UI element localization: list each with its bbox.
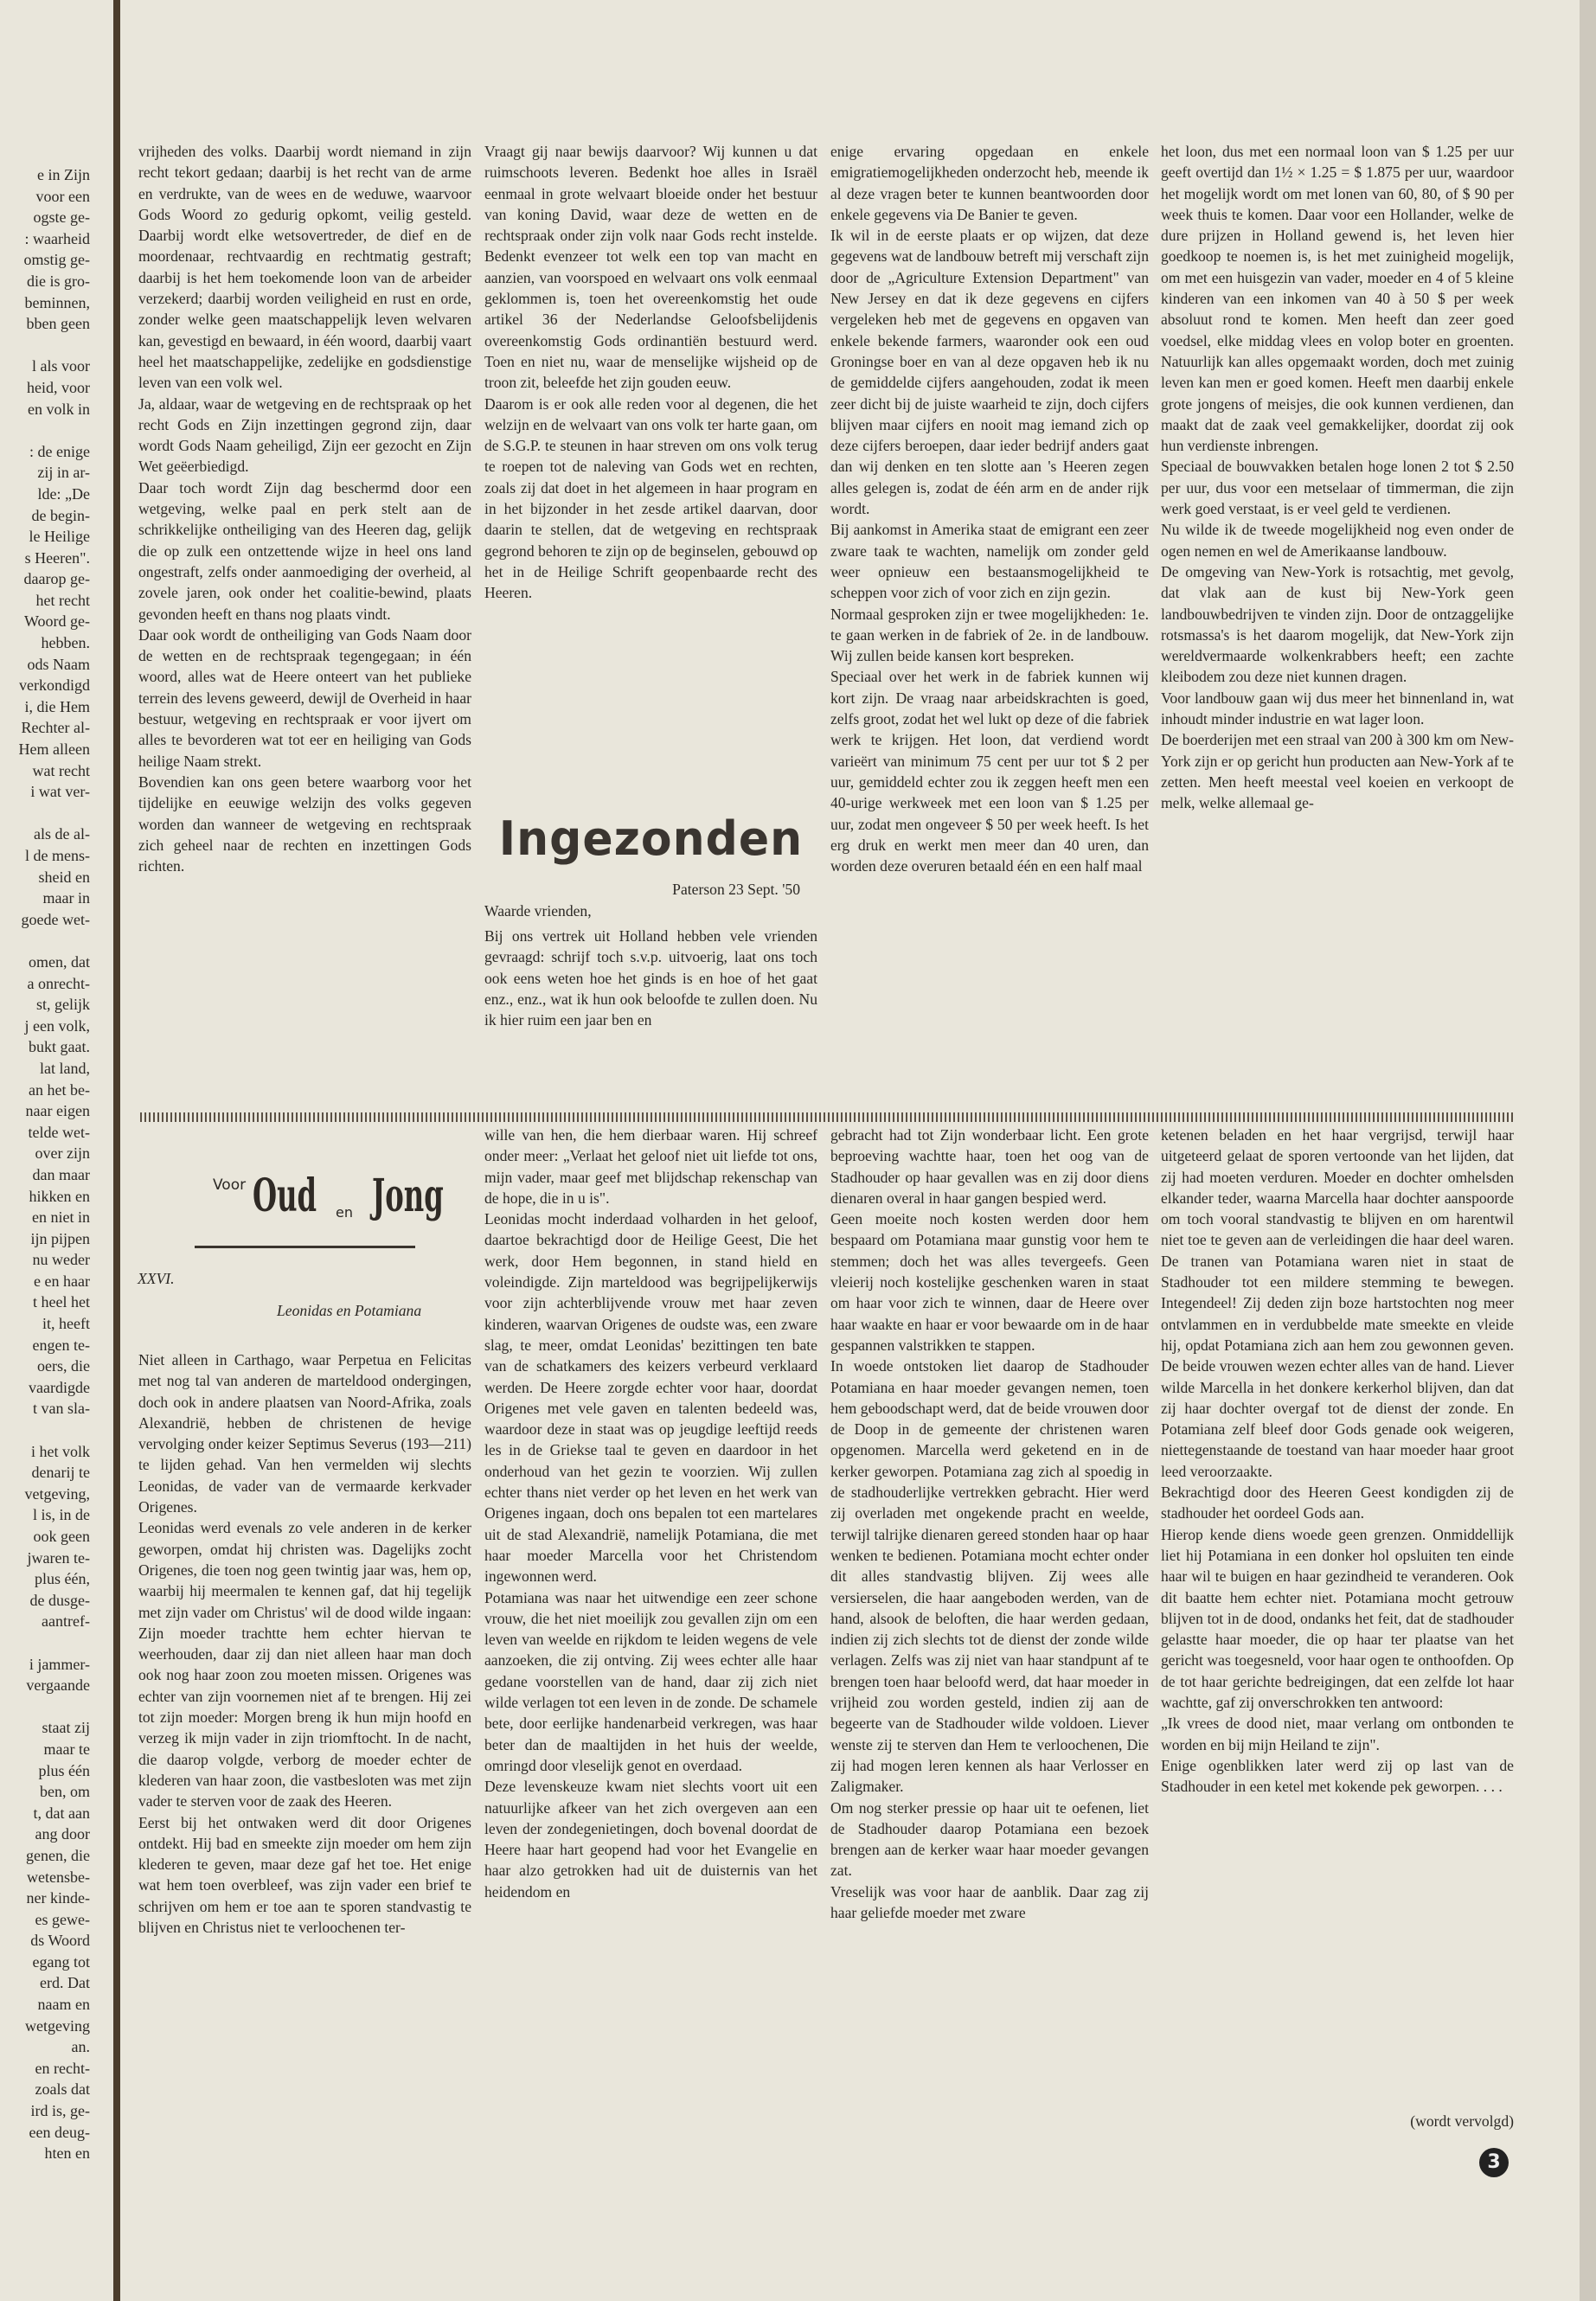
fragment-line: t, dat aan [33,1804,90,1822]
fragment-line: le Heilige [29,528,90,546]
paragraph: Eerst bij het ontwaken werd dit door Origenes ontdekt. Hij bad en smeekte zijn moeder om hem zijn klederen te geven, maar deze gaf het toe. Het enige wat hem toen overbleef, was zijn vader een brief te schrijven om hem er toe aan te sporen standvastig te blijven en Christus niet te verloochenen ter- [138,1813,471,1937]
heading-jong: Jong [372,1170,444,1222]
fragment-line: denarij te [31,1464,90,1482]
fragment-line: lat land, [40,1059,90,1077]
fragment-line: staat zij [42,1719,90,1737]
fragment-line: naam en [37,1996,90,2014]
column-rule [113,0,120,2301]
fragment-line: omstig ge- [23,251,90,269]
fragment-line: plus één, [35,1570,90,1588]
fragment-line: oers, die [37,1357,90,1375]
fragment-line: jwaren te- [27,1548,90,1567]
ingezonden-section [484,811,817,1029]
fragment-line: ang door [35,1825,90,1843]
fragment-line: sheid en [38,868,90,886]
fragment-line: als de al- [34,825,90,843]
fragment-line: zij in ar- [37,464,90,482]
paragraph: Om nog sterker pressie op haar uit te oefenen, liet de Stadhouder daarop Potamiana een bezoek brengen aan de kerker waar haar moeder gevangen zat. [830,1798,1149,1880]
fragment-line: t van sla- [33,1400,90,1418]
fragment-line: st, gelijk [36,996,90,1014]
top-column-4 [1161,141,1514,814]
paragraph: Potamiana was naar het uitwendige een zeer schone vrouw, die het niet moeilijk zou gevallen zijn om een leven van weelde en rijkdom te leiden wegens de vele aanzoeken, die zij ontving. Zij wees echter alle haar gedane voorstellen van de hand, daar zij zich niet wilde verlagen tot een leven in de zonde. De schamele bete, door eerlijke handenarbeid verkregen, was haar beter dan de maaltijden in het huis der weelde, omringd door vleselijk genot en overdaad. [484,1588,817,1774]
paragraph: Normaal gesproken zijn er twee mogelijkheden: 1e. te gaan werken in de fabriek of 2e. in de landbouw. Wij zullen beide kansen kort bespreken. [830,605,1149,665]
fragment-line: ird is, ge- [30,2102,90,2120]
fragment-line: l is, in de [33,1506,90,1524]
fragment-line: het recht [35,591,90,609]
paragraph: „Ik vrees de dood niet, maar verlang om ontbonden te worden en bij mijn Heiland te zijn". [1161,1715,1514,1753]
paragraph: Leonidas werd evenals zo vele anderen in de kerker geworpen, omdat hij christen was. Dagelijks zocht Origenes, die toen nog geen twintig jaar was, hem op, waarbij hij meermalen te kennen gaf, dat hij tegelijk met zijn vader om Christus' wil de dood wilde ingaan: Zijn moeder trachtte hem echter hiervan te weerhouden, daar zij dan niet alleen haar man doch ook nog haar zoon zou moeten missen. Origenes was echter van zijn voornemen niet af te brengen. Hij zei tot zijn moeder: Morgen breng ik hun mijn hoofd en verzeg ik mijn vader in zijn triomftocht. In de nacht, die daarop volgde, verborg de moeder echter de klederen van haar zoon, die vastbesloten was met zijn vader te sterven voor de zaak des Heeren. [138,1519,471,1811]
paragraph: Niet alleen in Carthago, waar Perpetua en Felicitas met nog tal van anderen de marteldood ondergingen, doch ook in andere plaatsen van Noord-Afrika, zoals Alexandrië, hebben de christenen de hevige vervolging onder keizer Septimus Severus (193—211) te lijden gehad. Van hen vermelden wij slechts Leonidas, de vader van de vermaarde kerkvader Origenes. [138,1351,471,1516]
fragment-line: ogste ge- [33,208,90,227]
bottom-column-3 [830,1125,1149,1923]
fragment-line: aantref- [42,1612,90,1631]
fragment-line: wat recht [32,761,90,779]
paragraph: enige ervaring opgedaan en enkele emigratiemogelijkheden onderzocht heb, meende ik al deze vragen beter te kunnen beantwoorden door enkele gegevens via De Banier te geven. [830,143,1149,223]
fragment-line: wetgeving [25,2016,90,2035]
fragment-line: plus één [38,1761,90,1779]
paragraph: ketenen beladen en het haar vergrijsd, terwijl haar uitgeteerd gelaat de sporen vertoonde van het lijden, dat zij had moeten verduren. Moeder en dochter omhelsden elkander teder, waarna Marcella haar dochter aanspoorde om toch vooral standvastig te blijven en om harentwil niet toe te geven aan de verleidingen die haar deel waren. De tranen van Potamiana waren niet in staat de Stadhouder tot een mildere stemming te bewegen. Integendeel! Zij deden zijn boze hartstochten nog meer ontvlammen en in verdubbelde mate smeekte en vleide hij, opdat Potamiana zich aan hem zou gewonnen geven. De beide vrouwen wezen echter alles van de hand. Liever wilde Marcella in het donkere kerkerhol blijven, dan dat zij haar dochter overgaf tot de dienst der zonde. En Potamiana zelf bleef door Gods genade ook weigeren, niettegenstaande de toestand van haar moeder haar groot leed veroorzaakte. [1161,1126,1514,1480]
paragraph: Speciaal over het werk in de fabriek kunnen wij kort zijn. De vraag naar arbeidskrachten is goed, zelfs groot, zodat het wel lukt op deze of die fabriek werk te krijgen. Het loon, dat verdiend wordt varieërt van minimum 75 cent per uur tot $ 2 per uur, gemiddeld echter zou ik zeggen heeft men een 40-urige werkweek met een loon van $ 1.25 per uur, zodat men ongeveer $ 50 per week heeft. Is het erg druk en werkt men meer dan 40 uren, dan worden deze overuren betaald één en een half maal [830,668,1149,875]
paragraph: gebracht had tot Zijn wonderbaar licht. Een grote beproeving wachtte haar, toen het oog van de Stadhouder op haar gevallen was en zij door diens dienaren overal in haar gangen bespied werd. [830,1126,1149,1207]
salutation: Waarde vrienden, [484,902,592,920]
bottom-column-2 [484,1125,817,1902]
fragment-line: bben geen [26,315,90,333]
fragment-line: Rechter al- [21,719,90,737]
bottom-column-4 [1161,1125,1514,1798]
fragment-line: goede wet- [21,910,90,928]
fragment-line: daarop ge- [23,570,90,588]
dateline: Paterson 23 Sept. '50 [672,881,800,898]
fragment-line: wetensbe- [27,1868,90,1886]
fragment-line: en niet in [32,1208,90,1227]
paragraph: Vreselijk was voor haar de aanblik. Daar zag zij haar geliefde moeder met zware [830,1882,1149,1921]
fragment-line: i het volk [31,1442,90,1460]
page-number: 3 [1479,2148,1509,2177]
fragment-line: ds Woord [30,1932,90,1950]
fragment-line: i, die Hem [24,697,90,715]
fragment-line: Hem alleen [18,740,90,759]
fragment-line [0,1696,90,1718]
section-divider [140,1112,1516,1122]
fragment-line [0,1420,90,1441]
fragment-line [0,930,90,952]
paragraph: Leonidas mocht inderdaad volharden in het geloof, daartoe bekrachtigd door de Heilige Geest, Die het werk, door Hem begonnen, in stand hield en voleindigde. Zijn marteldood was begrijpelijkerwijs voor zijn achterblijvende vrouw met haar zeven kinderen, waarvan Origenes de oudste was, een zware slag, te meer, omdat Leonidas' bezittingen ten bate van de schatkamers des keizers verbeurd verklaard werden. De Heere zorgde echter voor haar, doordat Origenes met vele gaven en talenten bedeeld was, waardoor deze in staat was op jeugdige leeftijd reeds les in de Griekse taal te geven en daardoor in het onderhoud van het gezin te voorzien. Wij zullen echter thans niet verder op het leven en het werk van Origenes ingaan, doch ons bepalen tot een martelares uit de stad Alexandrië, namelijk Potamiana, die met haar moeder Marcella voor het Christendom ingewonnen werd. [484,1210,817,1586]
paragraph: Enige ogenblikken later werd zij op last van de Stadhouder in een ketel met kokende pek geworpen. . . . [1161,1756,1514,1796]
fragment-line: vaardigde [29,1378,90,1396]
fragment-line: voor een [35,187,90,205]
fragment-line: dan maar [32,1165,90,1183]
fragment-line: it, heeft [42,1315,90,1333]
fragment-line: hikken en [29,1187,90,1205]
fragment-line: ijn pijpen [30,1229,90,1247]
paragraph: Nu wilde ik de tweede mogelijkheid nog even onder de ogen nemen en wel de Amerikaanse landbouw. [1161,521,1514,560]
fragment-line: bukt gaat. [29,1038,90,1056]
fragment-line: ner kinde- [26,1889,90,1907]
fragment-line: de begin- [31,506,90,524]
fragment-line: l als voor [32,357,90,375]
heading-oud: Oud [253,1170,317,1222]
heading-rule [195,1246,415,1248]
fragment-line: i wat ver- [30,783,90,801]
paragraph: Bekrachtigd door des Heeren Geest kondigden zij de stadhouder het oordeel Gods aan. [1161,1484,1514,1522]
paragraph: vrijheden des volks. Daarbij wordt niemand in zijn recht tekort gedaan; daarbij is het recht van de arme en verdrukte, van de wees en de weduwe, waarvoor Gods Woord zo gedurig opkomt, veilig gesteld. Daarbij wordt elke wetsovertreder, de dief en de moordenaar, rechtvaardig en rechtmatig gestraft; daarbij is het hem toekomende loon van de arbeider verzekerd; daarbij worden veiligheid en rust en orde, zonder welke geen maatschappelijk leven welvaren kan, gevestigd en bewaard, in één woord, daarbij vaart heel het maatschappelijke, zedelijke en godsdienstige leven van een volk wel. [138,143,471,392]
heading-voor: Voor [213,1176,247,1194]
fragment-line: hten en [44,2144,90,2163]
left-page-fragment [0,164,90,2164]
paragraph: Daarom is er ook alle reden voor al degenen, die het welzijn en de welvaart van ons volk ter harte gaan, om de S.G.P. te steunen in haar streven om ons volk terug te roepen tot de naleving van Gods wet en rechten, zoals zij dat doet in het algemeen in haar program en in het bijzonder in het zesde artikel daarvan, door daarin te stellen, dat de wetgeving en rechtspraak gegrond behoren te zijn op de beginselen, gebouwd op het in de Heilige Schrift geopenbaarde recht des Heeren. [484,394,817,602]
paragraph: Bij aankomst in Amerika staat de emigrant een zeer zware taak te wachten, namelijk om zonder geld weer opnieuw een bestaansmogelijkheid te scheppen voor zich of voor zich en zijn gezin. [830,521,1149,602]
paragraph: Geen moeite noch kosten werden door hem bespaard om Potamiana maar gunstig voor hem te stemmen; doch het was alles tevergeefs. Geen vleierij noch kostelijke geschenken waren in staat om haar voor zich te winnen, daar de Heere over haar waakte en haar er voor bewaarde om in de haar gespannen valstrikken te stappen. [830,1210,1149,1354]
paragraph: Daar toch wordt Zijn dag beschermd door een wetgeving, welke paal en perk stelt aan de schrikkelijke ontheiliging van des Heeren dag, gelijk die op zulk een ontzettende wijze in heel ons land ongestraft, zelfs onder aanmoediging der overheid, al zovele jaren, ook onder het coalitie-bewind, plaats gevonden heeft en thans nog plaats vindt. [138,478,471,623]
paragraph: Daar ook wordt de ontheiliging van Gods Naam door de wetten en de rechtspraak tegengegaan; in één woord, alles wat de Heere onteert van het publieke terrein des levens geweerd, dewijl de Overheid in haar bestuur, wetgeving en rechtspraak er voor ijvert om alles te bevorderen wat tot eer en heiliging van Gods heilige Naam strekt. [138,625,471,770]
fragment-line: vetgeving, [24,1484,90,1503]
fragment-line: en volk in [28,400,90,418]
fragment-line: naar eigen [25,1102,90,1120]
fragment-line: : waarheid [24,229,90,247]
fragment-line: l de mens- [25,847,90,864]
paragraph: De omgeving van New-York is rotsachtig, met gevolg, dat vlak aan de kust bij New-York geen landbouwbedrijven te vinden zijn. Door de ontzaggelijke rotsmassa's is het daarom mogelijk, dat New-York zijn wereldvermaarde wolkenkrabbers heeft; een zachte kleibodem zou deze niet kunnen dragen. [1161,562,1514,686]
paragraph: Speciaal de bouwvakken betalen hoge lonen 2 tot $ 2.50 per uur, dus voor een metselaar of timmerman, die zijn werk goed verstaat, is er veel geld te verdienen. [1161,458,1514,518]
fragment-line: ods Naam [27,655,90,673]
continued-note: (wordt vervolgd) [1410,2112,1514,2130]
paragraph: het loon, dus met een normaal loon van $ 1.25 per uur geeft overtijd dan 1½ × 1.25 = $ 1.875 per uur, waardoor het mogelijk wordt om met lonen van 60, 80, of $ 90 per week thuis te komen. Daar voor een Hollander, welke de dure prijzen in Holland gewend is, het leven hier goedkoop te noemen is, is het met zuinigheid mogelijk, om met een huisgezin van vader, moeder en 4 of 5 kleine kinderen van een inkomen van 40 à 50 $ per week absoluut rond te komen. Men heeft dan zeer goed voedsel, elke middag vlees en volop boter en groenten. Natuurlijk kan alles opgemaakt worden, doch met zuinig leven kan men er goed komen. Heeft men daarbij enkele grote jongens of meisjes, die ook kunnen verdienen, dan maakt dat de zaak veel gemakkelijker, doordat zij ook hun verdienste inbrengen. [1161,143,1514,455]
fragment-line: es gewe- [35,1910,90,1928]
fragment-line: a onrecht- [27,974,90,992]
fragment-line: die is gro- [27,272,90,290]
fragment-line: nu weder [32,1251,90,1269]
voor-oud-en-jong-heading [208,1170,467,1239]
ingezonden-body [484,926,817,1030]
fragment-line: over zijn [35,1144,90,1163]
ingezonden-title: Ingezonden [498,811,804,867]
fragment-line: omen, dat [29,952,90,971]
fragment-line [0,1632,90,1654]
top-column-1 [138,141,471,876]
story-subtitle: Leonidas en Potamiana [277,1302,422,1319]
fragment-line: lde: „De [37,484,90,503]
top-column-2 [484,141,817,604]
fragment-line: heid, voor [27,378,90,396]
paragraph: wille van hen, die hem dierbaar waren. Hij schreef onder meer: „Verlaat het geloof niet uit liefde tot ons, mijn vader, maar geef met blijdschap rekenschap van de hope, die in u is". [484,1126,817,1207]
fragment-line: e en haar [34,1272,90,1290]
fragment-line: : de enige [29,442,90,460]
paragraph: De boerderijen met een straal van 200 à 300 km om New-York zijn er op gericht hun producten aan New-York af te zetten. Men heeft meestal veel koeien en verkoopt de melk, welke allemaal ge- [1161,731,1514,812]
fragment-line: Woord ge- [23,612,90,631]
fragment-line: hebben. [41,634,90,652]
fragment-line: zoals dat [35,2080,90,2099]
fragment-line: telde wet- [28,1123,90,1141]
fragment-line: t heel het [33,1293,90,1311]
paragraph: Hierop kende diens woede geen grenzen. Onmiddellijk liet hij Potamiana in een donker hol opsluiten ten einde haar wil te buigen en haar gezindheid te veranderen. Ook dit baatte hem echter niet. Potamiana mocht getrouw blijven tot in de dood, ondanks het feit, dat de stadhouder gelastte haar moeder, die op haar ter plaatse van het gericht was toegesneld, voor haar ogen te onthoofden. Op de tot haar gerichte bedreigingen, dat een zelfde lot haar wachtte, gaf zij onverschrokken ten antwoord: [1161,1525,1514,1712]
fragment-line: s Heeren". [24,548,90,567]
top-column-3 [830,141,1149,876]
fragment-line: en recht- [35,2059,90,2077]
fragment-line: verkondigd [19,676,90,695]
bottom-column-1 [138,1349,471,1938]
fragment-line: j een volk, [24,1016,90,1035]
fragment-line: erd. Dat [40,1974,90,1992]
fragment-line: beminnen, [24,293,90,311]
paragraph: Vraagt gij naar bewijs daarvoor? Wij kunnen u dat ruimschoots leveren. Bedenkt hoe alles in Israël eenmaal in grote welvaart bloeide onder het bestuur van koning David, waar deze de wetten en de rechtspraak onder zijn volk naar Gods recht instelde. Bedenkt evenzeer tot welk een top van macht en aanzien, van voorspoed en welvaart ons volk eenmaal geklommen is, toen het overeenkomstig het oude artikel 36 der Nederlandse Geloofsbelijdenis overeenkomstig Gods ordinantiën bestuurd werd. Toen en niet nu, waar de menselijke wijsheid op de troon zit, beleefde het zijn gouden eeuw. [484,143,817,392]
fragment-line: ook geen [33,1528,90,1545]
fragment-line: an het be- [29,1080,90,1099]
fragment-line: an. [71,2038,90,2056]
paragraph: Deze levenskeuze kwam niet slechts voort uit een natuurlijke afkeer van het zich overgeven aan een leven der zondegenietingen, doch bovenal doordat de Heere haar hart geopend had voor het Evangelie en haar alzo getrokken had uit de duisternis van het heidendom en [484,1778,817,1900]
paragraph: Ik wil in de eerste plaats er op wijzen, dat deze gegevens wat de landbouw betreft mij verschaft zijn door de „Agriculture Extension Department" van New Jersey en dat ik deze gegevens en cijfers vergeleken heb met de gegevens en opgaven van enkele bekende farmers, waaronder ook een oud Groningse boer en van al deze opgaven heb ik nu de gemiddelde cijfers aangehouden, zodat ik meen zeer dicht bij de juiste waarheid te zijn, doch cijfers blijven maar cijfers en nooit mag iemand zich op deze cijfers beroepen, daar ieder bedrijf anders gaat dan wij denken en ten slotte aan 's Heeren zegen alles gelegen is, zodat de één arm en de ander rijk wordt. [830,227,1149,518]
fragment-line: ben, om [40,1783,90,1801]
paragraph: Bij ons vertrek uit Holland hebben vele vrienden gevraagd: schrijf toch s.v.p. uitvoerig, laat ons toch ook eens weten hoe het ginds is en hoe of het gaat enz., enz., wat ik hun ook beloofde te zullen doen. Nu ik hier ruim een jaar ben en [484,927,817,1029]
paragraph: Ja, aldaar, waar de wetgeving en de rechtspraak op het recht Gods en Zijn inzettingen gegrond zijn, daar wordt Gods Naam geheiligd, Zijn eer gezocht en Zijn Wet geëerbiedigd. [138,394,471,476]
fragment-line: een deug- [29,2123,90,2141]
paragraph: Voor landbouw gaan wij dus meer het binnenland in, wat inhoudt minder industrie en wat lager loon. [1161,689,1514,728]
fragment-line [0,335,90,356]
fragment-line: de dusge- [29,1591,90,1609]
fragment-line [0,803,90,824]
paragraph: Bovendien kan ons geen betere waarborg voor het tijdelijke en eeuwige welzijn des volks gegeven worden dan wanneer de wetgeving en rechtspraak zich geheel naar de rechten en inzettingen Gods richten. [138,772,471,875]
fragment-line: e in Zijn [37,166,90,183]
fragment-line: maar te [43,1740,90,1758]
paragraph: In woede ontstoken liet daarop de Stadhouder Potamiana en haar moeder gevangen nemen, toen hem geboodschapt werd, dat de beide vrouwen door de Doop in de gemeente der christenen waren opgenomen. Marcella werd geketend en in de kerker geworpen. Potamiana zag zich al spoedig in de stadhouderlijke vertrekken gebracht. Hier werd zij overladen met ongekende pracht en weelde, terwijl talrijke dienaren gereed stonden haar op haar wenken te bedienen. Potamiana mocht echter onder dit alles standvastig blijven. Zij wees alle versierselen, die haar aangeboden werden, van de hand, alsook de beloften, die haar werden gedaan, indien zij zich slechts tot de dienst der zonde wilde verlagen. Zelfs was zij niet van haar standpunt af te brengen toen haar beloofd werd, dat haar moeder in vrijheid zou worden gesteld, indien zij aan de begeerte van de Stadhouder wilde voldoen. Liever wenste zij te sterven dan Hem te verloochenen, Die zij had mogen leren kennen als haar Verlosser en Zaligmaker. [830,1357,1149,1796]
fragment-line: maar in [42,889,90,907]
fragment-line: i jammer- [29,1655,90,1673]
heading-en: en [336,1204,353,1221]
fragment-line: engen te- [32,1336,90,1354]
installment-number: XXVI. [138,1270,175,1287]
fragment-line [0,420,90,441]
fragment-line: egang tot [32,1952,90,1971]
fragment-line: vergaande [26,1676,90,1695]
fragment-line: genen, die [26,1846,90,1864]
page-edge [1580,0,1596,2301]
